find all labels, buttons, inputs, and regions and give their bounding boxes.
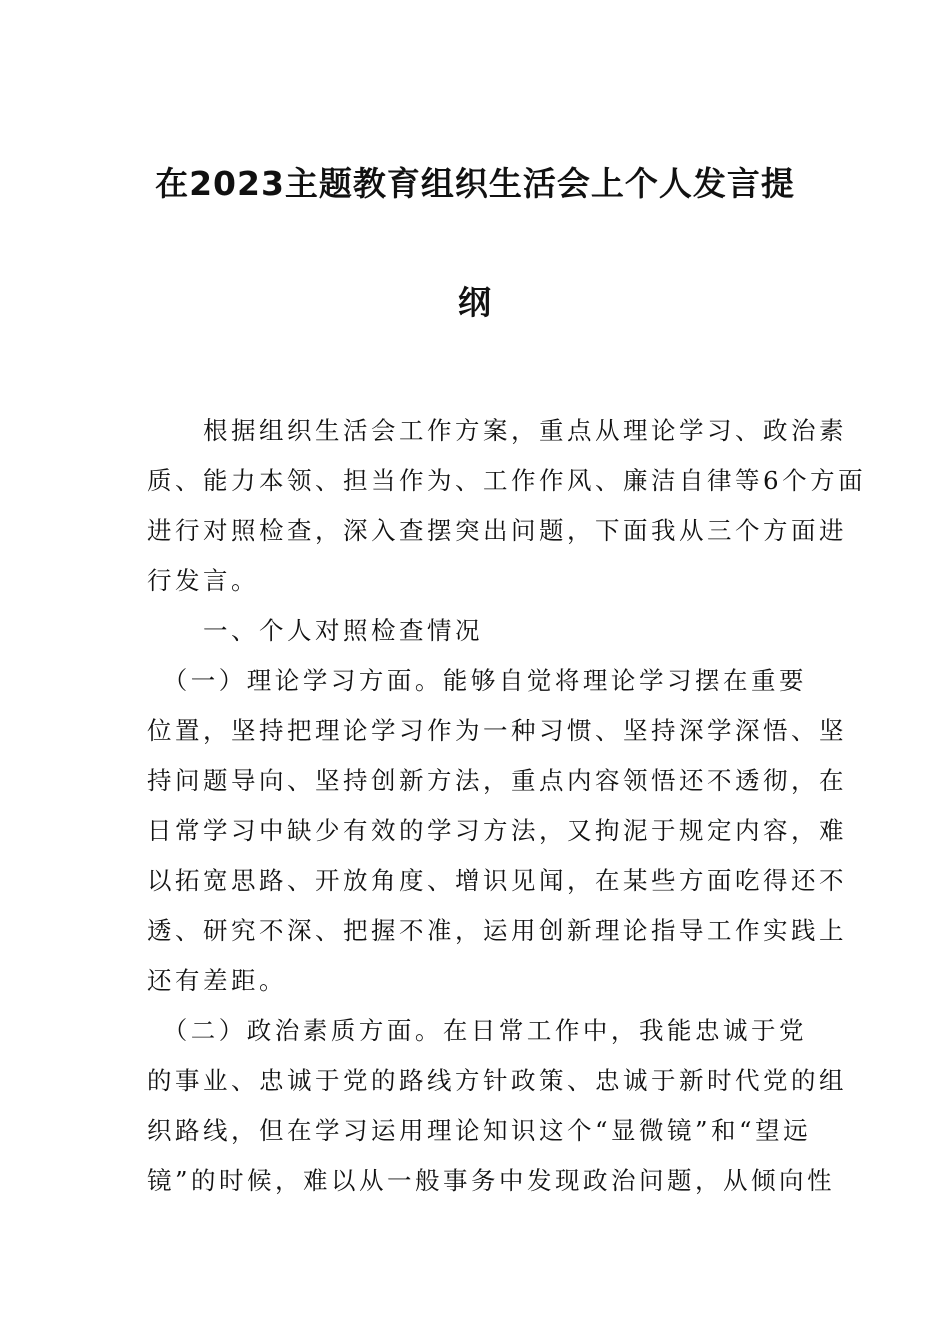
paragraph-line: （二）政治素质方面。在日常工作中，我能忠诚于党: [147, 1016, 807, 1045]
paragraph-line: 日常学习中缺少有效的学习方法，又拘泥于规定内容，难: [147, 816, 847, 845]
paragraph-line: 还有差距。: [147, 966, 287, 995]
section-heading-1: [147, 606, 807, 656]
paragraph-line: 持问题导向、坚持创新方法，重点内容领悟还不透彻，在: [147, 766, 847, 795]
paragraph-theory-study: [147, 656, 847, 1006]
paragraph-line: 织路线，但在学习运用理论知识这个“显微镜”和“望远: [147, 1116, 812, 1145]
paragraph-line: 进行对照检查，深入查摆突出问题，下面我从三个方面进: [147, 516, 847, 545]
paragraph-line: 根据组织生活会工作方案，重点从理论学习、政治素: [147, 416, 847, 445]
paragraph-line: 镜”的时候，难以从一般事务中发现政治问题，从倾向性: [147, 1166, 836, 1195]
paragraph-line: （一）理论学习方面。能够自觉将理论学习摆在重要: [147, 666, 807, 695]
document-title-line-2: 纲: [458, 283, 492, 322]
paragraph-line: 透、研究不深、把握不准，运用创新理论指导工作实践上: [147, 916, 847, 945]
paragraph-line: 位置，坚持把理论学习作为一种习惯、坚持深学深悟、坚: [147, 716, 847, 745]
paragraph-line: 质、能力本领、担当作为、工作作风、廉洁自律等6个方面: [147, 466, 867, 495]
document-title-line-1: 在2023主题教育组织生活会上个人发言提: [155, 164, 795, 203]
paragraph-line: 以拓宽思路、开放角度、增识见闻，在某些方面吃得还不: [147, 866, 847, 895]
paragraph-line: 行发言。: [147, 566, 259, 595]
paragraph-line: 的事业、忠诚于党的路线方针政策、忠诚于新时代党的组: [147, 1066, 847, 1095]
paragraph-intro: [147, 406, 867, 606]
section-heading-text: 一、个人对照检查情况: [147, 616, 483, 645]
paragraph-political-quality: [147, 1006, 847, 1206]
